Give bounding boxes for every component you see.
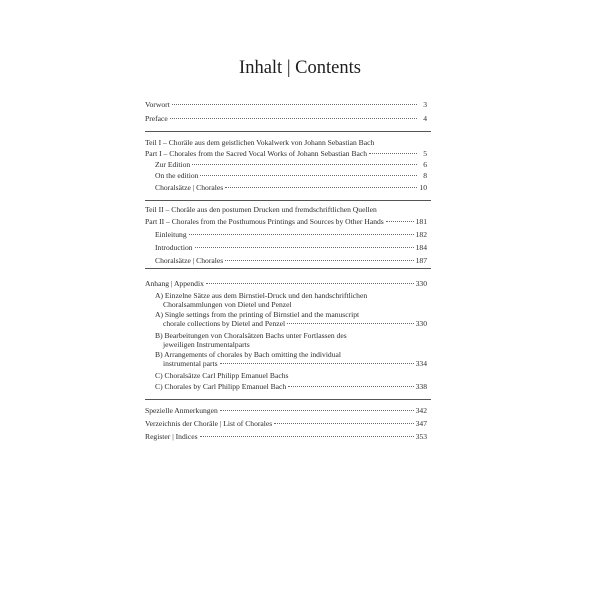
appendix-item-line: A) Einzelne Sätze aus dem Birnstiel-Druck und den handschriftlichen	[155, 291, 368, 300]
toc-entry-page: 353	[415, 432, 427, 441]
toc-entry-page: 3	[423, 100, 427, 109]
toc-entry-label: Introduction	[155, 243, 193, 252]
toc-entry-page: 6	[423, 160, 427, 169]
section-divider	[145, 268, 431, 269]
toc-entry[interactable]	[155, 183, 427, 192]
toc-entry-page: 184	[415, 243, 427, 252]
toc-entry-page: 330	[415, 279, 427, 288]
toc-entry-page: 330	[415, 319, 427, 328]
section-divider	[145, 200, 431, 201]
section-divider	[145, 131, 431, 132]
leader-dots	[170, 118, 417, 119]
toc-entry-page: 10	[419, 183, 427, 192]
appendix-item-line: B) Arrangements of chorales by Bach omitting the individual	[155, 350, 342, 359]
toc-entry-page: 8	[423, 171, 427, 180]
leader-dots	[200, 175, 417, 176]
leader-dots	[225, 187, 417, 188]
toc-entry-label: Part II – Chorales from the Posthumous Printings and Sources by Other Hands	[145, 217, 384, 226]
toc-entry-page: 342	[415, 406, 427, 415]
toc-entry-label: Zur Edition	[155, 160, 191, 169]
toc-entry-label: Choralsätze | Chorales	[155, 183, 224, 192]
leader-dots	[172, 104, 417, 105]
appendix-item-line: Choralsammlungen von Dietel und Penzel	[163, 300, 292, 309]
leader-dots	[220, 410, 414, 411]
appendix-item-line: jeweiligen Instrumentalparts	[163, 340, 250, 349]
toc-entry-page: 347	[415, 419, 427, 428]
appendix-item-line: C) Choralsätze Carl Philipp Emanuel Bachs	[155, 371, 289, 380]
toc-entry[interactable]	[145, 114, 427, 123]
toc-entry[interactable]	[155, 382, 427, 391]
toc-entry[interactable]	[145, 432, 427, 441]
toc-entry-page: 187	[415, 256, 427, 265]
toc-entry-label: Register | Indices	[145, 432, 198, 441]
appendix-item-line: C) Chorales by Carl Philipp Emanuel Bach	[155, 382, 287, 391]
toc-entry[interactable]	[155, 160, 427, 169]
toc-entry-label: Vorwort	[145, 100, 170, 109]
toc-entry-label: Choralsätze | Chorales	[155, 256, 224, 265]
toc-entry-page: 334	[415, 359, 427, 368]
page-title: Inhalt | Contents	[239, 58, 361, 78]
toc-entry[interactable]	[145, 149, 427, 158]
leader-dots	[195, 247, 414, 248]
appendix-item-line: instrumental parts	[163, 359, 218, 368]
toc-entry[interactable]	[145, 100, 427, 109]
leader-dots	[386, 221, 414, 222]
toc-entry[interactable]	[155, 230, 427, 239]
appendix-item-line: B) Bearbeitungen von Choralsätzen Bachs unter Fortlassen des	[155, 331, 347, 340]
toc-entry[interactable]	[155, 256, 427, 265]
section-heading: Teil I – Choräle aus dem geistlichen Vokalwerk von Johann Sebastian Bach	[145, 138, 375, 147]
section-heading: Teil II – Choräle aus den postumen Drucken und fremdschriftlichen Quellen	[145, 205, 377, 214]
toc-entry[interactable]	[145, 419, 427, 428]
leader-dots	[220, 363, 414, 364]
toc-entry-label: On the edition	[155, 171, 199, 180]
toc-entry-label: Anhang | Appendix	[145, 279, 204, 288]
toc-entry-label: Preface	[145, 114, 168, 123]
toc-entry-page: 182	[415, 230, 427, 239]
toc-entry-page: 5	[423, 149, 427, 158]
toc-entry[interactable]	[163, 319, 427, 328]
toc-entry-label: Einleitung	[155, 230, 187, 239]
toc-entry-label: Verzeichnis der Choräle | List of Chorales	[145, 419, 273, 428]
toc-entry[interactable]	[145, 217, 427, 226]
toc-entry-label: Spezielle Anmerkungen	[145, 406, 218, 415]
leader-dots	[274, 423, 413, 424]
appendix-item-line: chorale collections by Dietel and Penzel	[163, 319, 286, 328]
leader-dots	[288, 386, 413, 387]
section-divider	[145, 399, 431, 400]
toc-entry[interactable]	[155, 243, 427, 252]
leader-dots	[200, 436, 414, 437]
leader-dots	[192, 164, 417, 165]
leader-dots	[287, 323, 414, 324]
toc-entry[interactable]	[145, 279, 427, 288]
leader-dots	[189, 234, 414, 235]
leader-dots	[206, 283, 414, 284]
toc-entry-page: 181	[415, 217, 427, 226]
appendix-item-line: A) Single settings from the printing of Birnstiel and the manuscript	[155, 310, 360, 319]
toc-entry-label: Part I – Chorales from the Sacred Vocal Works of Johann Sebastian Bach	[145, 149, 368, 158]
toc-entry[interactable]	[163, 359, 427, 368]
toc-entry[interactable]	[145, 406, 427, 415]
toc-entry[interactable]	[155, 171, 427, 180]
leader-dots	[369, 153, 417, 154]
leader-dots	[225, 260, 413, 261]
toc-entry-page: 338	[415, 382, 427, 391]
toc-entry-page: 4	[423, 114, 427, 123]
